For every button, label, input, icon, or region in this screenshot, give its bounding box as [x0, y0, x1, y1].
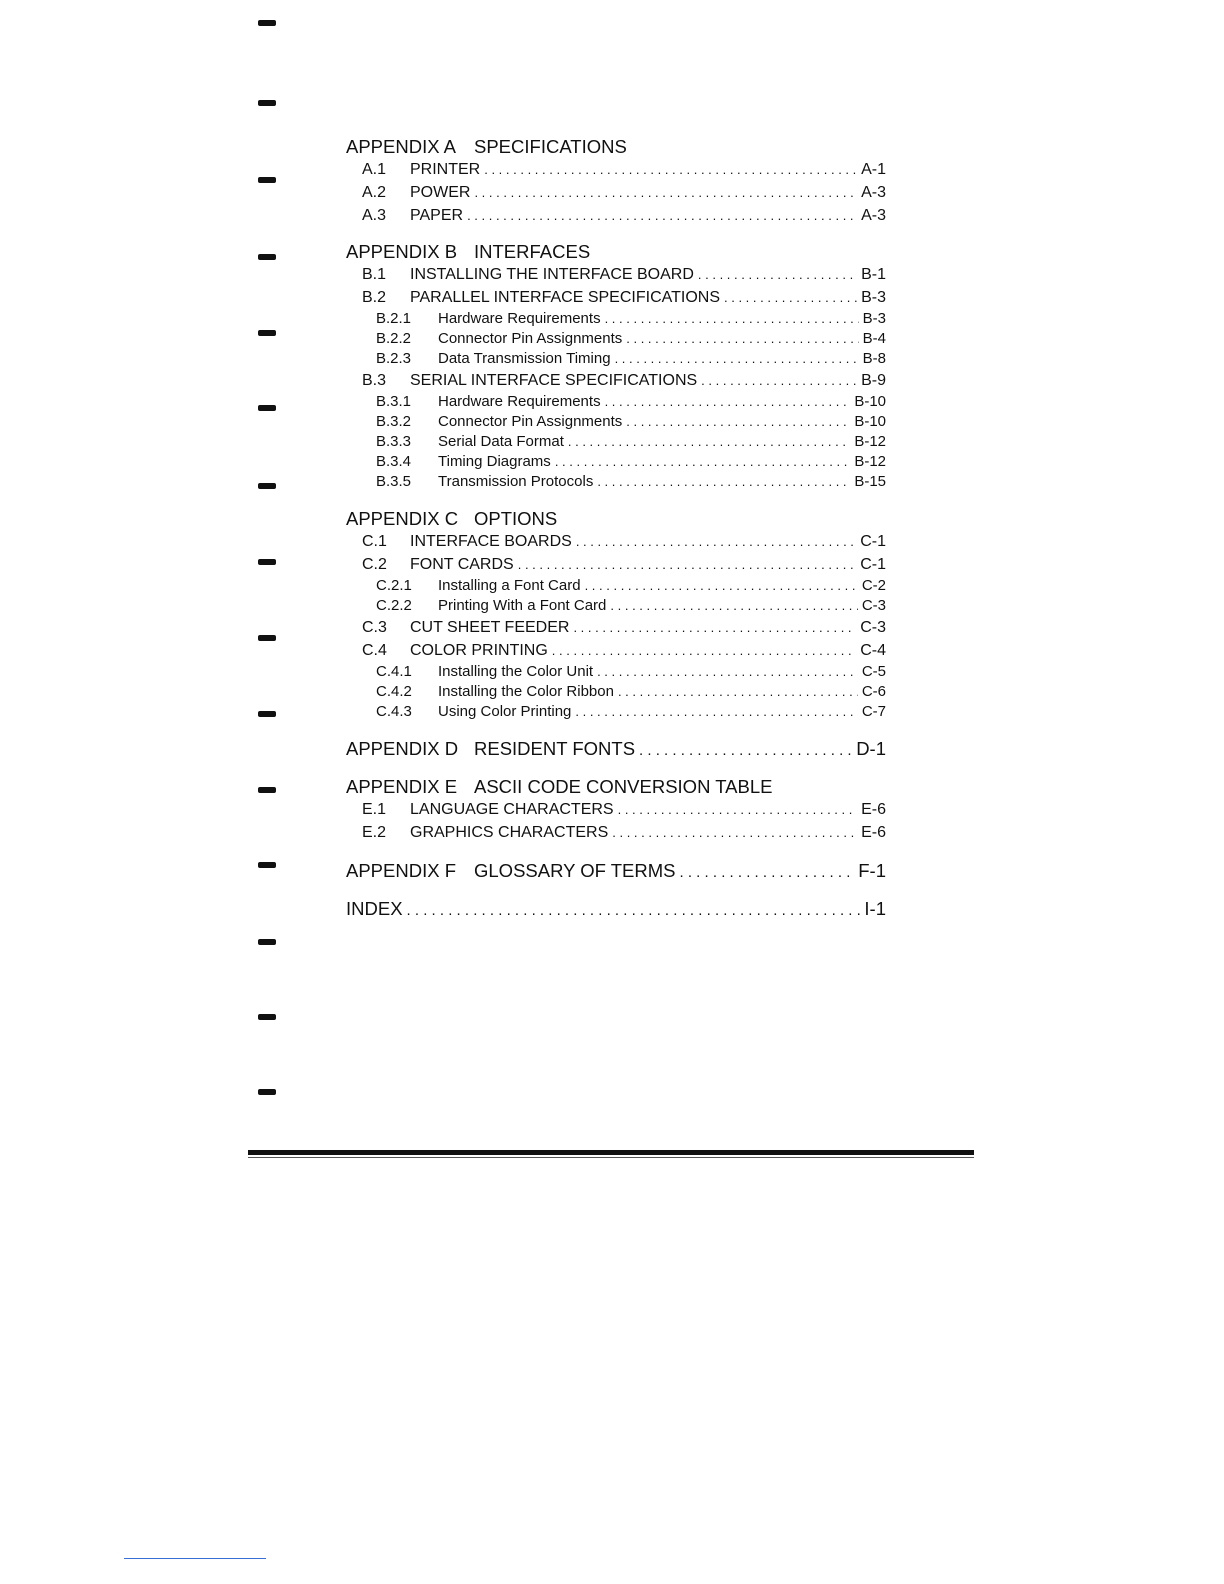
entry-page: B-15	[854, 473, 886, 490]
dot-leader	[474, 181, 857, 204]
binder-mark	[258, 559, 276, 565]
entry-title: Transmission Protocols	[438, 473, 594, 490]
binder-mark	[258, 635, 276, 641]
entry-title: SERIAL INTERFACE SPECIFICATIONS	[410, 372, 698, 389]
entry-title: PRINTER	[410, 161, 481, 178]
entry-number: C.3	[362, 619, 387, 636]
appendix-title: ASCII CODE CONVERSION TABLE	[474, 776, 773, 797]
page-bottom-rule	[248, 1150, 974, 1155]
dot-leader	[576, 530, 856, 553]
entry-number: B.3.5	[376, 473, 412, 490]
toc-entry[interactable]	[346, 286, 886, 309]
entry-page: C-4	[860, 642, 886, 659]
dot-leader	[639, 740, 852, 760]
toc-entry[interactable]	[346, 616, 886, 639]
toc-entry[interactable]	[346, 263, 886, 286]
entry-title: PARALLEL INTERFACE SPECIFICATIONS	[410, 289, 720, 306]
entry-page: C-6	[861, 683, 886, 700]
toc-entry[interactable]	[346, 369, 886, 392]
dot-leader	[680, 862, 855, 882]
dot-leader	[724, 286, 857, 309]
table-of-contents	[346, 136, 886, 920]
entry-title: Installing a Font Card	[438, 577, 581, 594]
entry-page: B-4	[862, 330, 886, 347]
entry-number: E.2	[362, 824, 387, 841]
entry-page: A-3	[861, 207, 886, 224]
toc-subentry[interactable]	[346, 432, 886, 452]
entry-page: C-2	[861, 577, 886, 594]
index-title: INDEX	[346, 898, 403, 919]
index-entry[interactable]	[346, 898, 886, 920]
entry-page: B-12	[854, 433, 886, 450]
entry-title: FONT CARDS	[410, 556, 514, 573]
entry-number: A.3	[362, 207, 387, 224]
entry-title: INTERFACE BOARDS	[410, 533, 572, 550]
entry-number: A.1	[362, 161, 387, 178]
toc-entry[interactable]	[346, 530, 886, 553]
entry-page: C-7	[861, 703, 886, 720]
dot-leader	[615, 349, 859, 369]
entry-number: C.1	[362, 533, 387, 550]
entry-title: GRAPHICS CHARACTERS	[410, 824, 609, 841]
binder-mark	[258, 1014, 276, 1020]
entry-page: C-3	[861, 597, 886, 614]
appendix-b-section	[346, 241, 886, 492]
appendix-f-heading[interactable]	[346, 860, 886, 882]
page-bottom-rule-shadow	[248, 1157, 974, 1158]
toc-subentry[interactable]	[346, 576, 886, 596]
bottom-link-underline	[124, 1558, 266, 1559]
entry-title: Hardware Requirements	[438, 310, 601, 327]
toc-subentry[interactable]	[346, 349, 886, 369]
toc-subentry[interactable]	[346, 662, 886, 682]
entry-title: Connector Pin Assignments	[438, 330, 623, 347]
dot-leader	[484, 158, 857, 181]
appendix-title: INTERFACES	[474, 241, 591, 262]
entry-title: Connector Pin Assignments	[438, 413, 623, 430]
entry-page: E-6	[861, 801, 886, 818]
toc-entry[interactable]	[346, 553, 886, 576]
appendix-number: APPENDIX D	[346, 738, 459, 759]
toc-subentry[interactable]	[346, 309, 886, 329]
binder-mark	[258, 862, 276, 868]
dot-leader	[555, 452, 851, 472]
binder-mark	[258, 20, 276, 26]
toc-entry[interactable]	[346, 204, 886, 227]
entry-number: C.2	[362, 556, 387, 573]
entry-title: POWER	[410, 184, 471, 201]
toc-entry[interactable]	[346, 821, 886, 844]
dot-leader	[626, 329, 858, 349]
dot-leader	[552, 639, 856, 662]
toc-entry[interactable]	[346, 158, 886, 181]
entry-page: C-3	[860, 619, 886, 636]
toc-subentry[interactable]	[346, 392, 886, 412]
entry-page: C-1	[860, 556, 886, 573]
dot-leader	[573, 616, 856, 639]
entry-title: COLOR PRINTING	[410, 642, 548, 659]
appendix-d-heading[interactable]	[346, 738, 886, 760]
appendix-e-section	[346, 776, 886, 844]
dot-leader	[575, 702, 857, 722]
dot-leader	[698, 263, 857, 286]
toc-subentry[interactable]	[346, 329, 886, 349]
toc-subentry[interactable]	[346, 452, 886, 472]
dot-leader	[585, 576, 858, 596]
entry-number: A.2	[362, 184, 387, 201]
entry-title: Printing With a Font Card	[438, 597, 607, 614]
binder-mark	[258, 787, 276, 793]
toc-entry[interactable]	[346, 639, 886, 662]
entry-title: Serial Data Format	[438, 433, 564, 450]
entry-number: C.4	[362, 642, 387, 659]
binder-mark	[258, 254, 276, 260]
appendix-title: OPTIONS	[474, 508, 558, 529]
entry-page: E-6	[861, 824, 886, 841]
appendix-number: APPENDIX E	[346, 776, 458, 797]
entry-title: Data Transmission Timing	[438, 350, 611, 367]
entry-number: B.3.3	[376, 433, 412, 450]
entry-number: C.4.3	[376, 703, 412, 720]
entry-page: D-1	[856, 738, 886, 759]
entry-title: Hardware Requirements	[438, 393, 601, 410]
dot-leader	[597, 662, 858, 682]
entry-number: C.2.1	[376, 577, 412, 594]
entry-number: B.3	[362, 372, 387, 389]
dot-leader	[605, 392, 851, 412]
appendix-title: RESIDENT FONTS	[474, 738, 636, 759]
binder-mark	[258, 405, 276, 411]
entry-title: Using Color Printing	[438, 703, 572, 720]
entry-page: B-10	[854, 413, 886, 430]
dot-leader	[597, 472, 850, 492]
toc-subentry[interactable]	[346, 702, 886, 722]
binder-mark	[258, 483, 276, 489]
toc-entry[interactable]	[346, 181, 886, 204]
dot-leader	[467, 204, 857, 227]
dot-leader	[626, 412, 850, 432]
entry-page: B-3	[861, 289, 886, 306]
entry-number: C.4.2	[376, 683, 412, 700]
entry-page: B-1	[861, 266, 886, 283]
appendix-number: APPENDIX A	[346, 136, 457, 157]
toc-subentry[interactable]	[346, 596, 886, 616]
dot-leader	[518, 553, 857, 576]
entry-page: B-10	[854, 393, 886, 410]
binder-mark	[258, 330, 276, 336]
entry-number: C.2.2	[376, 597, 412, 614]
entry-title: CUT SHEET FEEDER	[410, 619, 570, 636]
appendix-title: GLOSSARY OF TERMS	[474, 860, 676, 881]
binder-mark	[258, 100, 276, 106]
entry-number: B.1	[362, 266, 387, 283]
entry-page: F-1	[858, 860, 886, 881]
entry-page: B-3	[862, 310, 886, 327]
dot-leader	[605, 309, 859, 329]
toc-subentry[interactable]	[346, 412, 886, 432]
binder-mark	[258, 711, 276, 717]
entry-page: A-3	[861, 184, 886, 201]
entry-number: B.2.2	[376, 330, 412, 347]
dot-leader	[407, 900, 860, 920]
entry-page: A-1	[861, 161, 886, 178]
appendix-b-heading[interactable]	[346, 241, 886, 263]
toc-subentry[interactable]	[346, 682, 886, 702]
binder-mark	[258, 177, 276, 183]
appendix-a-section	[346, 136, 886, 227]
dot-leader	[618, 798, 858, 821]
binder-mark	[258, 1089, 276, 1095]
binder-mark	[258, 939, 276, 945]
entry-title: LANGUAGE CHARACTERS	[410, 801, 614, 818]
appendix-c-heading[interactable]	[346, 508, 886, 530]
dot-leader	[618, 682, 858, 702]
entry-number: B.3.1	[376, 393, 412, 410]
entry-number: B.2.1	[376, 310, 412, 327]
appendix-c-section	[346, 508, 886, 722]
entry-page: B-8	[862, 350, 886, 367]
entry-number: C.4.1	[376, 663, 412, 680]
entry-number: B.3.2	[376, 413, 412, 430]
entry-page: C-5	[861, 663, 886, 680]
appendix-title: SPECIFICATIONS	[474, 136, 627, 157]
entry-title: INSTALLING THE INTERFACE BOARD	[410, 266, 694, 283]
entry-number: E.1	[362, 801, 387, 818]
entry-title: PAPER	[410, 207, 464, 224]
entry-number: B.2.3	[376, 350, 412, 367]
appendix-e-heading[interactable]	[346, 776, 886, 798]
appendix-number: APPENDIX C	[346, 508, 459, 529]
dot-leader	[612, 821, 857, 844]
appendix-number: APPENDIX B	[346, 241, 458, 262]
entry-number: B.3.4	[376, 453, 412, 470]
entry-page: C-1	[860, 533, 886, 550]
appendix-a-heading[interactable]	[346, 136, 886, 158]
entry-page: B-12	[854, 453, 886, 470]
entry-title: Installing the Color Unit	[438, 663, 594, 680]
entry-number: B.2	[362, 289, 387, 306]
entry-page: B-9	[861, 372, 886, 389]
entry-title: Installing the Color Ribbon	[438, 683, 614, 700]
toc-entry[interactable]	[346, 798, 886, 821]
dot-leader	[610, 596, 857, 616]
dot-leader	[701, 369, 857, 392]
entry-title: Timing Diagrams	[438, 453, 551, 470]
entry-page: I-1	[864, 898, 886, 919]
toc-subentry[interactable]	[346, 472, 886, 492]
appendix-number: APPENDIX F	[346, 860, 456, 881]
dot-leader	[568, 432, 850, 452]
